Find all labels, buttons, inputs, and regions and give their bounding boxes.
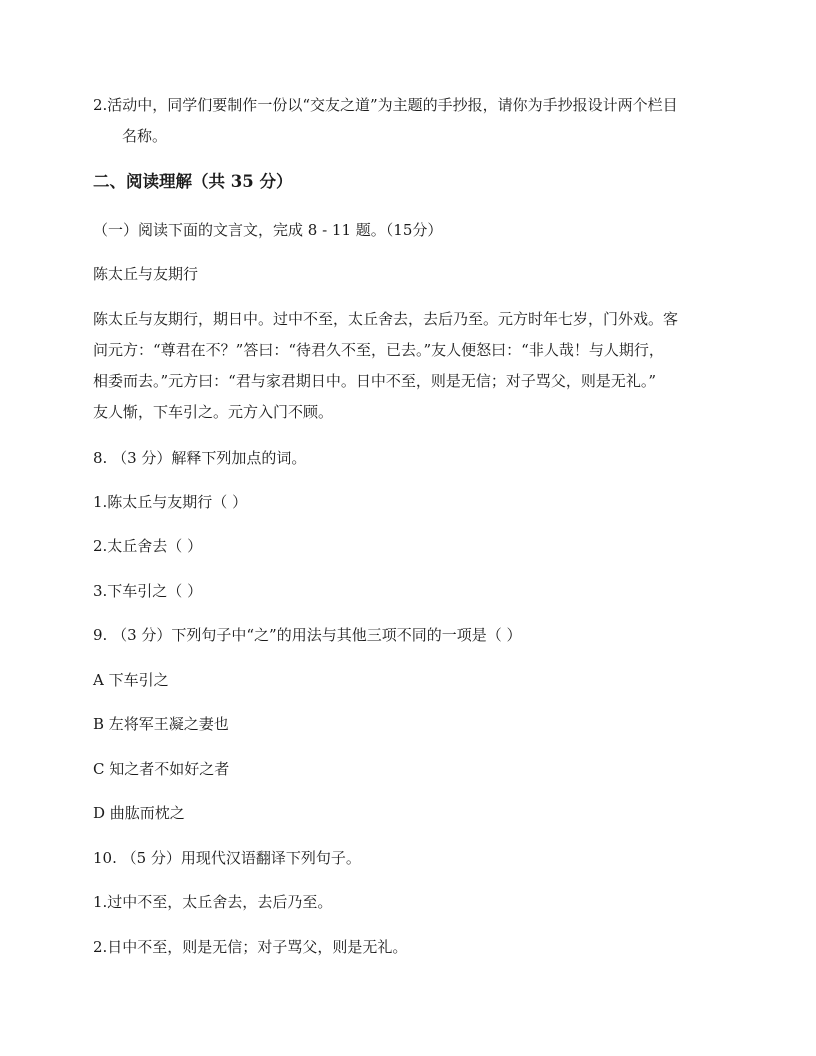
passage-line: 陈太丘与友期行，期日中。过中不至，太丘舍去，去后乃至。元方时年七岁，门外戏。客 [93, 310, 679, 328]
passage-title: 陈太丘与友期行 [93, 265, 199, 283]
section-heading: 二、阅读理解（共 35 分） [93, 172, 293, 191]
question-9-option-d: D 曲肱而枕之 [93, 804, 185, 822]
question-2-line-2: 名称。 [122, 127, 168, 145]
question-8-item: 3.下车引之（ ） [93, 582, 203, 600]
question-8-item: 1.陈太丘与友期行（ ） [93, 493, 248, 511]
passage-line: 友人惭，下车引之。元方入门不顾。 [93, 403, 334, 421]
question-10-item: 2.日中不至，则是无信；对子骂父，则是无礼。 [93, 938, 408, 956]
passage-line: 相委而去。”元方曰：“君与家君期日中。日中不至，则是无信；对子骂父，则是无礼。” [93, 372, 657, 390]
question-9-option-a: A 下车引之 [93, 671, 169, 689]
question-2-line-1: 2.活动中，同学们要制作一份以“交友之道”为主题的手抄报，请你为手抄报设计两个栏目 [93, 96, 678, 114]
subsection-heading: （一）阅读下面的文言文，完成 8 - 11 题。（15分） [93, 221, 443, 239]
question-10-item: 1.过中不至，太丘舍去，去后乃至。 [93, 893, 333, 911]
question-9-option-b: B 左将军王凝之妻也 [93, 715, 229, 733]
question-10-prompt: 10. （5 分）用现代汉语翻译下列句子。 [93, 849, 361, 867]
passage-line: 问元方：“尊君在不？”答曰：“待君久不至，已去。”友人便怒曰：“非人哉！与人期行， [93, 341, 664, 359]
question-9-option-c: C 知之者不如好之者 [93, 760, 230, 778]
question-8-item: 2.太丘舍去（ ） [93, 537, 203, 555]
question-8-prompt: 8. （3 分）解释下列加点的词。 [93, 449, 307, 467]
question-9-prompt: 9. （3 分）下列句子中“之”的用法与其他三项不同的一项是（ ） [93, 626, 522, 644]
